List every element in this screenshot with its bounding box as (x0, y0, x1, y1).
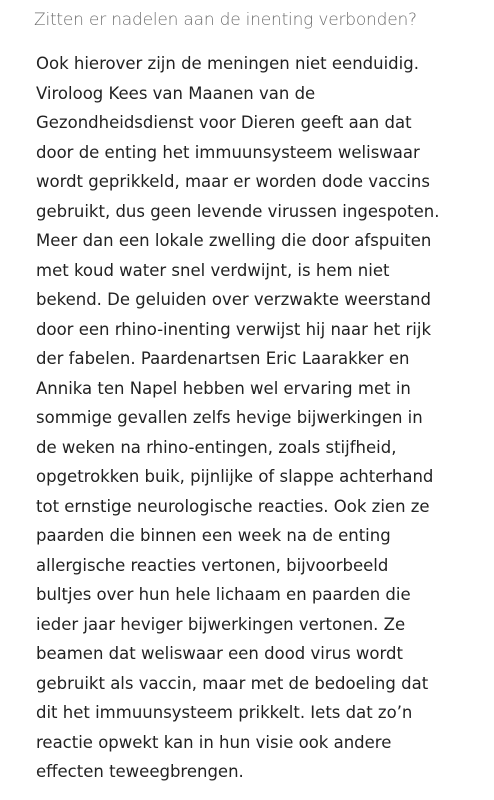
paragraph-line: gebruikt, dus geen levende virussen ingespoten. (36, 201, 440, 221)
section-heading: Zitten er nadelen aan de inenting verbonden? (34, 10, 417, 30)
paragraph-line: bekend. De geluiden over verzwakte weerstand (36, 290, 431, 309)
paragraph-line: Gezondheidsdienst voor Dieren geeft aan dat (36, 113, 412, 132)
paragraph-line: de weken na rhino-entingen, zoals stijfheid, (36, 437, 397, 457)
paragraph-line: tot ernstige neurologische reacties. Ook zien ze (36, 496, 430, 516)
paragraph-line: sommige gevallen zelfs hevige bijwerkingen in (36, 408, 423, 427)
paragraph-line: allergische reacties vertonen, bijvoorbeeld (36, 555, 389, 575)
paragraph-line: gebruikt als vaccin, maar met de bedoeling dat (36, 673, 429, 693)
paragraph-line: opgetrokken buik, pijnlijke of slappe achterhand (36, 467, 434, 486)
paragraph-line: reactie opwekt kan in hun visie ook andere (36, 732, 392, 752)
paragraph-line: door de enting het immuunsysteem weliswaar (36, 142, 420, 162)
paragraph-line: paarden die binnen een week na de enting (36, 526, 391, 545)
paragraph-line: wordt geprikkeld, maar er worden dode vaccins (36, 172, 430, 191)
paragraph-line: met koud water snel verdwijnt, is hem niet (36, 260, 390, 280)
paragraph-line: door een rhino-inenting verwijst hij naar het rijk (36, 319, 432, 339)
paragraph-line: bultjes over hun hele lichaam en paarden die (36, 585, 411, 604)
paragraph-line: ieder jaar heviger bijwerkingen vertonen. Ze (36, 614, 406, 634)
paragraph-line: beamen dat weliswaar een dood virus wordt (36, 644, 403, 663)
paragraph-line: Viroloog Kees van Maanen van de (36, 83, 316, 103)
paragraph-line: dit het immuunsysteem prikkelt. Iets dat zo’n (36, 703, 413, 722)
paragraph-line: effecten teweegbrengen. (36, 762, 244, 781)
paragraph-line: Meer dan een lokale zwelling die door afspuiten (36, 231, 432, 250)
paragraph-line: Annika ten Napel hebben wel ervaring met in (36, 378, 411, 398)
paragraph-line: der fabelen. Paardenartsen Eric Laarakker en (36, 349, 410, 368)
article-paragraph (36, 49, 484, 787)
article (36, 6, 484, 787)
paragraph-line: Ook hierover zijn de meningen niet eenduidig. (36, 54, 419, 73)
